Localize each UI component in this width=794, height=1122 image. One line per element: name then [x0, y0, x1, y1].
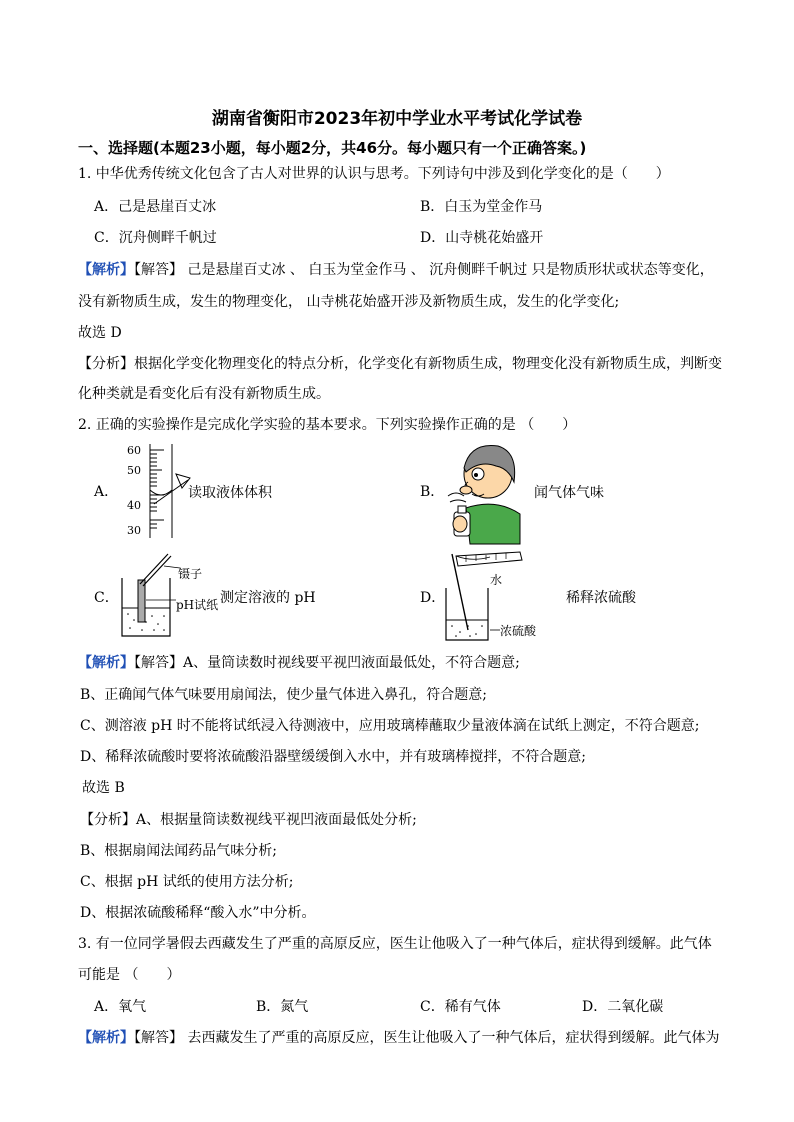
q1-option-c: C．沉舟侧畔千帆过 [94, 230, 217, 246]
q2-analysis-tag: 【解析】 [78, 655, 134, 671]
q1-analysis-line2: 化种类就是看变化后有没有新物质生成。 [78, 386, 330, 402]
q1-stem: 1. 中华优秀传统文化包含了古人对世界的认识与思考。下列诗句中涉及到化学变化的是（ ） [78, 166, 670, 182]
q2-analysis-line3: C、根据 pH 试纸的使用方法分析; [80, 874, 294, 890]
q3-analysis-tag: 【解析】 [78, 1030, 134, 1046]
q2-option-a-letter: A． [94, 484, 119, 500]
figure-d-caption: 稀释浓硫酸 [566, 590, 636, 606]
q2-answer-line4: D、稀释浓硫酸时要将浓硫酸沿器壁缓缓倒入水中，并有玻璃棒搅拌，不符合题意; [80, 749, 586, 765]
tick-label-50: 50 [127, 464, 141, 477]
q1-option-b: B．白玉为堂金作马 [420, 199, 543, 215]
figure-b-caption: 闻气体气味 [534, 485, 604, 501]
q1-answer-choice: 故选 D [78, 325, 122, 341]
tick-label-60: 60 [127, 444, 141, 457]
q3-stem-line2: 可能是 （ ） [78, 967, 181, 983]
q1-answer-line1: 【解析】【解答】 己是悬崖百丈冰 、 白玉为堂金作马 、 沉舟侧畔千帆过 只是物质形状或状态等变化， [78, 262, 714, 278]
q2-analysis-line4: D、根据浓硫酸稀释“酸入水”中分析。 [80, 905, 316, 921]
exam-title: 湖南省衡阳市2023年初中学业水平考试化学试卷 [211, 109, 583, 129]
q2-answer-line2: B、正确闻气体气味要用扇闻法，使少量气体进入鼻孔，符合题意; [80, 687, 488, 703]
q2-answer-line3: C、测溶液 pH 时不能将试纸浸入待测液中，应用玻璃棒蘸取少量液体滴在试纸上测定，不符合题意; [80, 718, 700, 734]
q1-answer-line2: 没有新物质生成，发生的物理变化， 山寺桃花始盛开涉及新物质生成，发生的化学变化; [78, 294, 620, 310]
q2-option-b-letter: B． [420, 484, 445, 500]
q1-option-d: D．山寺桃花始盛开 [420, 230, 544, 246]
q2-option-c-letter: C． [94, 590, 119, 606]
figure-c-caption: 测定溶液的 pH [220, 590, 316, 606]
tick-label-30: 30 [127, 524, 141, 537]
tick-label-40: 40 [127, 499, 141, 512]
section-heading: 一、选择题(本题23小题，每小题2分，共46分。每小题只有一个正确答案。) [78, 139, 587, 157]
smelling-gas-figure [436, 438, 526, 546]
q3-option-b: B．氮气 [256, 999, 309, 1015]
water-label: 水 [490, 573, 503, 587]
q1-analysis-line1: 【分析】根据化学变化物理变化的特点分析，化学变化有新物质生成，物理变化没有新物质生成，判断变 [78, 356, 722, 372]
q2-option-d-letter: D． [420, 590, 446, 606]
q3-option-c: C．稀有气体 [420, 999, 501, 1015]
q2-stem: 2. 正确的实验操作是完成化学实验的基本要求。下列实验操作正确的是 （ ） [78, 417, 577, 433]
q3-answer-line1: 【解析】【解答】 去西藏发生了严重的高原反应，医生让他吸入了一种气体后，症状得到缓解。此气体为 [78, 1030, 720, 1046]
ph-paper-label: pH试纸 [176, 598, 219, 612]
q2-analysis-line1: 【分析】A、根据量筒读数视线平视凹液面最低处分析; [80, 812, 417, 828]
q3-stem-line1: 3. 有一位同学暑假去西藏发生了严重的高原反应，医生让他吸入了一种气体后，症状得到缓解。此气体 [78, 936, 712, 952]
q3-option-a: A．氧气 [94, 999, 147, 1015]
tongs-label: 镊子 [178, 567, 203, 581]
figure-a-caption: 读取液体体积 [188, 485, 272, 501]
q1-option-a: A．己是悬崖百丈冰 [94, 199, 217, 215]
q2-analysis-line2: B、根据扇闻法闻药品气味分析; [80, 843, 278, 859]
q1-analysis-tag: 【解析】 [78, 262, 134, 278]
q2-answer-line1: 【解析】【解答】A、量筒读数时视线要平视凹液面最低处，不符合题意; [78, 655, 520, 671]
q2-answer-choice: 故选 B [82, 780, 125, 796]
conc-acid-label: 浓硫酸 [500, 624, 537, 638]
q3-option-d: D．二氧化碳 [582, 999, 664, 1015]
